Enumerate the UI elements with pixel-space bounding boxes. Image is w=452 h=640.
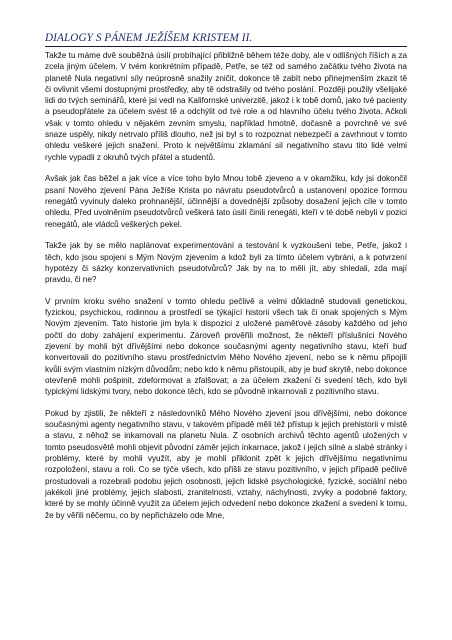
header-title: DIALOGY S PÁNEM JEŽÍŠEM KRISTEM II.	[45, 32, 253, 44]
body-text	[45, 50, 407, 531]
paragraph-5: Pokud by zjistili, že někteří z následovníků Mého Nového zjevení jsou dřívějšími, nebo dokonce současnými agenty negativního stavu, v takovém případě měli též přístup k jejich prehistorii v místě a stavu, z něhož se inkarnovali na planetu Nula. Z osobních archivů těchto agentů uložených v tomto pseudosvětě mohli objevit původní záměr jejich inkarnace, jakož i jejich silné a slabé stránky i problémy, které by mohli využít, aby je mohli přiklonit zpět k jejich dřívějšímu negativnímu rozpoložení, stavu a roli. Co se týče všech, kdo přišli ze stavu pozitivního, v jejich případě pečlivě prostudovali a rozebrali podobu jejich osobnosti, jejich lidské psychologické, fyzické, sociální nebo jakékoli jiné problémy, jejich slabosti, zranitelnosti, vztahy, náchylnosti, zvyky a podobné faktory, které by se mohly účinně využít za účelem jejich odvedení nebo dokonce zkažení a svedení k tomu, že by věřili něčemu, co by nepřicházelo ode Mne,	[45, 408, 407, 520]
paragraph-1: Takže tu máme dvě souběžná úsilí probíhající přibližně během téže doby, ale v odlišných říších a za zcela jiným účelem. V tvém konkrétním případě, Petře, se též od samého začátku tvého života na planetě Nula negativní síly neúprosně snažily zničit, dokonce tě zabít nebo přinejmenším zkazit tě či ovlivnit všemi dostupnými prostředky, aby tě odstrašily od tvého poslání. Později použily všelijaké lidi do tvých seminářů, které jsi vedl na Kalifornské univerzitě, jakož i k tobě domů, jako tvé pacienty a pseudopřátele za účelem svést tě a odchýlit od tvé role a od hlavního účelu tvého života. Ačkoli však v tomto ohledu v nějakém zevním smyslu, například hmotně, dočasně a povrchně ve své snaze uspěly, nikdy netrvalo příliš dlouho, než jsi byl s to rozpoznat nebezpečí a zavrhnout v tomto ohledu veškeré jejich snažení. Proto k největšímu zklamání sil negativního stavu tito lidé velmi rychle vypadli z okruhů tvých přátel a studentů.	[45, 51, 407, 162]
paragraph-4: V prvním kroku svého snažení v tomto ohledu pečlivě a velmi důkladně studovali genetickou, fyzickou, psychickou, rodinnou a prostředí se týkající historii všech tak či onak spojených s Mým Novým zjevením. Tato historie jim byla k dispozici z uložené paměťové zásoby každého od jeho počtí do doby zahájení experimentu. Zároveň prověřili možnost, že někteří příslušníci Nového zjevení by mohli být dřívějšími nebo dokonce současnými agenty negativního stavu, kteří buď konvertovali do pozitivního stavu prostřednictvím Mého Nového zjevení, nebo se k němu připojili kvůli svým vlastním nízkým důvodům; nebo kdo k němu přistoupili, aby je buď skrytě, nebo dokonce otevřeně mohli pošpinit, zdeformovat a zfalšovat; a za účelem zkažení či svedení těch, kdo byli typickými lidskými tvory, nebo dokonce těch, kdo se původně inkarnovali z pozitivního stavu.	[45, 296, 407, 397]
running-header	[45, 32, 407, 47]
paragraph-3: Takže jak by se mělo naplánovat experimentování a testování k vyzkoušení tebe, Petře, jakož i těch, kdo jsou spojeni s Mým Novým zjevením a kdož byli za tímto účelem vybráni, a k potvrzení hypotézy či sázky konzervativních pseudotvůrců? Jak by na to měli jít, aby shledali, zda mají pravdu, či ne?	[45, 241, 407, 285]
paragraph-2: Avšak jak čas běžel a jak více a více toho bylo Mnou tobě zjeveno a v okamžiku, kdy jsi dokončil psaní Nového zjevení Pána Ježíše Krista po návratu pseudotvůrců a ustanovení opozice formou renegátů vyvinuly daleko prohnanější, účinnější a dovednější způsoby dosažení jejich cíle v tomto ohledu. Před uvolněním pseudotvůrců veškerá tato úsilí činili renegáti, kteří v té době nebyli v pozici renegátů, ale vládců veškerých pekel.	[45, 174, 407, 229]
